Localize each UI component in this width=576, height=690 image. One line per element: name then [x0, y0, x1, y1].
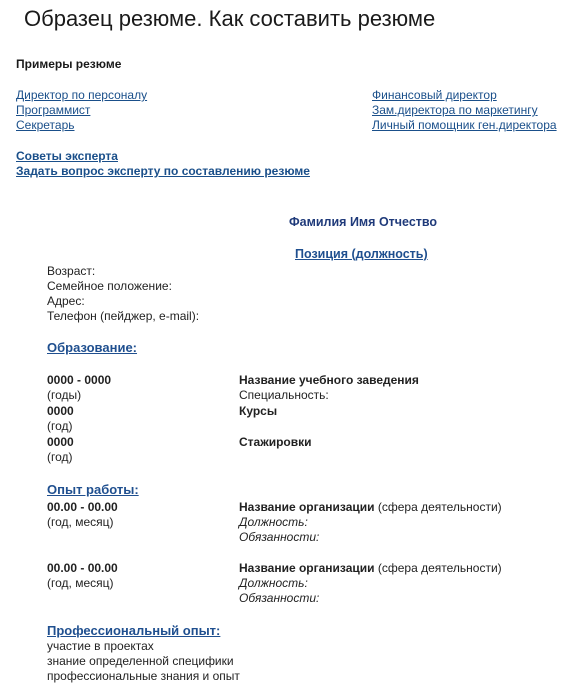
- work-role: Должность:: [239, 515, 308, 529]
- education-specialty: Специальность:: [239, 388, 329, 402]
- work-org-sphere: (сфера деятельности): [374, 500, 502, 514]
- personal-phone-label: Телефон (пейджер, e-mail):: [47, 309, 200, 323]
- personal-marital-label: Семейное положение:: [47, 279, 172, 293]
- courses-title: Курсы: [239, 404, 278, 418]
- example-link-programmer[interactable]: Программист: [16, 103, 91, 117]
- work-role: Должность:: [239, 576, 308, 590]
- courses-date-note: (год): [47, 419, 73, 433]
- work-org-sphere: (сфера деятельности): [374, 561, 502, 575]
- work-org-name: Название организации: [239, 500, 375, 514]
- resume-full-name: Фамилия Имя Отчество: [289, 215, 438, 229]
- work-date-note: (год, месяц): [47, 576, 114, 590]
- work-date-note: (год, месяц): [47, 515, 114, 529]
- internships-date: 0000: [47, 435, 74, 449]
- work-org-name: Название организации: [239, 561, 375, 575]
- ask-expert-link[interactable]: Задать вопрос эксперту по составлению резюме: [16, 164, 310, 178]
- work-duties: Обязанности:: [239, 530, 320, 544]
- education-institution: Название учебного заведения: [239, 373, 419, 387]
- work-organization: [239, 500, 502, 514]
- professional-item: профессиональные знания и опыт: [47, 669, 240, 683]
- work-heading: Опыт работы:: [47, 482, 139, 497]
- example-link-finance-director[interactable]: Финансовый директор: [372, 88, 497, 102]
- courses-date: 0000: [47, 404, 74, 418]
- personal-address-label: Адрес:: [47, 294, 85, 308]
- example-link-hr-director[interactable]: Директор по персоналу: [16, 88, 148, 102]
- resume-position: Позиция (должность): [295, 247, 428, 261]
- work-date: 00.00 - 00.00: [47, 500, 118, 514]
- example-link-personal-assistant[interactable]: Личный помощник ген.директора: [372, 118, 557, 132]
- example-link-secretary[interactable]: Секретарь: [16, 118, 75, 132]
- work-organization: [239, 561, 502, 575]
- internships-title: Стажировки: [239, 435, 312, 449]
- page-title: Образец резюме. Как составить резюме: [24, 6, 436, 31]
- professional-item: знание определенной специфики: [47, 654, 234, 668]
- example-link-marketing-deputy[interactable]: Зам.директора по маркетингу: [372, 103, 538, 117]
- education-date-note: (годы): [47, 388, 82, 402]
- professional-heading: Профессиональный опыт:: [47, 623, 221, 638]
- personal-age-label: Возраст:: [47, 264, 96, 278]
- expert-tips-link[interactable]: Советы эксперта: [16, 149, 118, 163]
- internships-date-note: (год): [47, 450, 73, 464]
- work-duties: Обязанности:: [239, 591, 320, 605]
- education-date: 0000 - 0000: [47, 373, 112, 387]
- education-heading: Образование:: [47, 340, 138, 355]
- examples-heading: Примеры резюме: [16, 57, 122, 71]
- professional-item: участие в проектах: [47, 639, 154, 653]
- work-date: 00.00 - 00.00: [47, 561, 118, 575]
